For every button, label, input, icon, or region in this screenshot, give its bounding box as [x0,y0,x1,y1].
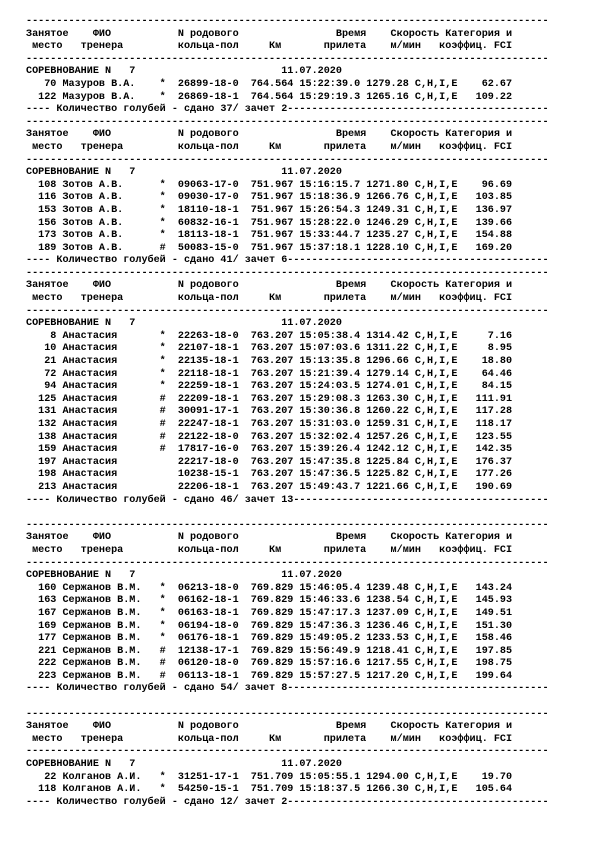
result-row: 163 Сержанов В.М. * 06162-18-1 769.829 15:46:33.6 1238.54 C,H,I,E 145.93 [26,595,513,607]
summary-line: ---- Количество голубей - сдано 12/ зачет 2------------------------------------------- [26,796,549,808]
competition-line: СОРЕВНОВАНИЕ N 7 11.07.2020 [26,167,342,179]
blank-line [26,507,549,520]
result-row: 132 Анастасия # 22247-18-1 763.207 15:31:03.0 1259.31 C,H,I,E 118.17 [26,419,513,430]
rule-line: -------------------------------------------------------------------------------------- [26,154,549,166]
summary-line: ---- Количество голубей - сдано 46/ зачет 13------------------------------------------ [26,494,549,506]
column-header: место тренера кольца-пол Км прилета м/мин коэффиц. FCI [26,544,513,556]
column-header: Занятое ФИО N родового Время Скорость Категория и [26,129,513,141]
rule-line: -------------------------------------------------------------------------------------- [26,519,549,531]
rule-line: -------------------------------------------------------------------------------------- [26,557,549,569]
rule-line: -------------------------------------------------------------------------------------- [26,746,549,758]
result-row: 169 Сержанов В.М. * 06194-18-0 769.829 15:47:36.3 1236.46 C,H,I,E 151.30 [26,620,513,632]
competition-line: СОРЕВНОВАНИЕ N 7 11.07.2020 [26,66,342,78]
result-row: 159 Анастасия # 17817-16-0 763.207 15:39:26.4 1242.12 C,H,I,E 142.35 [26,444,513,456]
result-row: 108 Зотов А.В. * 09063-17-0 751.967 15:16:15.7 1271.80 C,H,I,E 96.69 [26,179,513,191]
result-row: 197 Анастасия 22217-18-0 763.207 15:47:35.8 1225.84 C,H,I,E 176.37 [26,456,513,468]
rule-line: -------------------------------------------------------------------------------------- [26,305,549,317]
column-header: место тренера кольца-пол Км прилета м/мин коэффиц. FCI [26,733,513,745]
result-row: 177 Сержанов В.М. * 06176-18-1 769.829 15:49:05.2 1233.53 C,H,I,E 158.46 [26,633,513,645]
result-row: 10 Анастасия * 22107-18-1 763.207 15:07:03.6 1311.22 C,H,I,E 8.95 [26,343,513,355]
result-row: 223 Сержанов В.М. # 06113-18-1 769.829 15:57:27.5 1217.20 C,H,I,E 199.64 [26,670,513,682]
result-row: 125 Анастасия # 22209-18-1 763.207 15:29:08.3 1263.30 C,H,I,E 111.91 [26,393,513,405]
competition-line: СОРЕВНОВАНИЕ N 7 11.07.2020 [26,570,342,582]
result-row: 94 Анастасия * 22259-18-1 763.207 15:24:03.5 1274.01 C,H,I,E 84.15 [26,381,513,393]
result-row: 221 Сержанов В.М. # 12138-17-1 769.829 15:56:49.9 1218.41 C,H,I,E 197.85 [26,645,513,657]
column-header: Занятое ФИО N родового Время Скорость Категория и [26,532,513,544]
result-row: 138 Анастасия # 22122-18-0 763.207 15:32:02.4 1257.26 C,H,I,E 123.55 [26,431,513,443]
result-row: 122 Мазуров В.А. * 26869-18-1 764.564 15:29:19.3 1265.16 C,H,I,E 109.22 [26,91,513,103]
result-row: 189 Зотов А.В. # 50083-15-0 751.967 15:37:18.1 1228.10 C,H,I,E 169.20 [26,242,513,254]
rule-line: -------------------------------------------------------------------------------------- [26,267,549,279]
result-row: 118 Колганов А.И. * 54250-15-1 751.709 15:18:37.5 1266.30 C,H,I,E 105.64 [26,784,513,796]
rule-line: -------------------------------------------------------------------------------------- [26,116,549,128]
result-row: 22 Колганов А.И. * 31251-17-1 751.709 15:05:55.1 1294.00 C,H,I,E 19.70 [26,771,513,783]
result-row: 156 Зотов А.В. * 60832-16-1 751.967 15:28:22.0 1246.29 C,H,I,E 139.66 [26,217,513,229]
result-row: 160 Сержанов В.М. * 06213-18-0 769.829 15:46:05.4 1239.48 C,H,I,E 143.24 [26,582,513,594]
column-header: место тренера кольца-пол Км прилета м/мин коэффиц. FCI [26,41,513,53]
summary-line: ---- Количество голубей - сдано 41/ зачет 6------------------------------------------- [26,255,549,267]
result-row: 167 Сержанов В.М. * 06163-18-1 769.829 15:47:17.3 1237.09 C,H,I,E 149.51 [26,607,513,619]
rule-line: -------------------------------------------------------------------------------------- [26,53,549,65]
result-row: 70 Мазуров В.А. * 26899-18-0 764.564 15:22:39.0 1279.28 C,H,I,E 62.67 [26,78,513,90]
blank-line [26,696,549,709]
result-row: 8 Анастасия * 22263-18-0 763.207 15:05:38.4 1314.42 C,H,I,E 7.16 [26,330,513,342]
summary-line: ---- Количество голубей - сдано 37/ зачет 2------------------------------------------- [26,104,549,116]
result-row: 72 Анастасия * 22118-18-1 763.207 15:21:39.4 1279.14 C,H,I,E 64.46 [26,368,513,380]
result-row: 21 Анастасия * 22135-18-1 763.207 15:13:35.8 1296.66 C,H,I,E 18.80 [26,356,513,368]
column-header: место тренера кольца-пол Км прилета м/мин коэффиц. FCI [26,293,513,305]
result-row: 198 Анастасия 10238-15-1 763.207 15:47:36.5 1225.82 C,H,I,E 177.26 [26,469,513,481]
result-row: 173 Зотов А.В. * 18113-18-1 751.967 15:33:44.7 1235.27 C,H,I,E 154.88 [26,230,513,242]
result-row: 131 Анастасия # 30091-17-1 763.207 15:30:36.8 1260.22 C,H,I,E 117.28 [26,406,513,418]
competition-line: СОРЕВНОВАНИЕ N 7 11.07.2020 [26,759,342,771]
column-header: место тренера кольца-пол Км прилета м/мин коэффиц. FCI [26,141,513,153]
column-header: Занятое ФИО N родового Время Скорость Категория и [26,280,513,292]
summary-line: ---- Количество голубей - сдано 54/ зачет 8------------------------------------------- [26,683,549,695]
column-header: Занятое ФИО N родового Время Скорость Категория и [26,28,513,40]
rule-line: -------------------------------------------------------------------------------------- [26,16,549,27]
result-row: 213 Анастасия 22206-18-1 763.207 15:49:43.7 1221.66 C,H,I,E 190.69 [26,481,513,493]
result-row: 116 Зотов А.В. * 09030-17-0 751.967 15:18:36.9 1266.76 C,H,I,E 103.85 [26,192,513,204]
result-row: 222 Сержанов В.М. # 06120-18-0 769.829 15:57:16.6 1217.55 C,H,I,E 198.75 [26,658,513,670]
rule-line: -------------------------------------------------------------------------------------- [26,708,549,720]
results-document [26,16,549,809]
result-row: 153 Зотов А.В. * 18110-18-1 751.967 15:26:54.3 1249.31 C,H,I,E 136.97 [26,204,513,216]
competition-line: СОРЕВНОВАНИЕ N 7 11.07.2020 [26,318,342,330]
column-header: Занятое ФИО N родового Время Скорость Категория и [26,721,513,733]
